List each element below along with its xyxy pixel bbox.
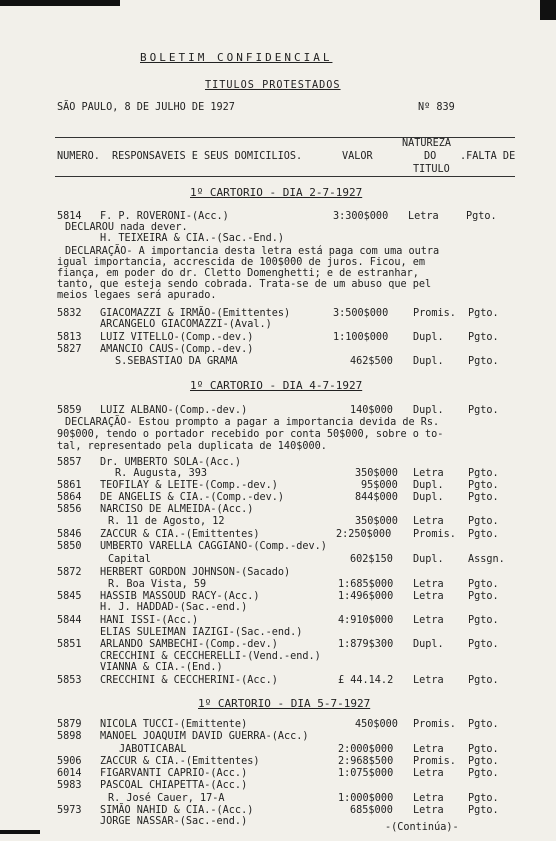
entry-type: Letra: [413, 468, 444, 479]
entry-type: Letra: [413, 768, 444, 779]
entry-type: Promis.: [413, 719, 456, 730]
entry-reason: Assgn.: [468, 554, 505, 565]
entry-value: 1:075$000: [338, 768, 394, 779]
declaration-text: tal, representado pela duplicata de 140$000.: [57, 441, 327, 452]
entry-value: 602$150: [350, 554, 393, 565]
entry-value: 140$000: [350, 405, 393, 416]
entry-type: Dupl.: [413, 639, 444, 650]
entry-value: 350$000: [355, 468, 398, 479]
entry-type: Letra: [413, 744, 444, 755]
entry-number: 5859: [57, 405, 82, 416]
entry-number: 5879: [57, 719, 82, 730]
entry-name: TEOFILAY & LEITE-(Comp.-dev.): [100, 480, 278, 491]
entry-name: UMBERTO VARELLA CAGGIANO-(Comp.-dev.): [100, 541, 327, 552]
entry-name: HASSIB MASSOUD RACY-(Acc.): [100, 591, 260, 602]
entry-value: 4:910$000: [338, 615, 394, 626]
entry-type: Dupl.: [413, 332, 444, 343]
entry-reason: Pgto.: [466, 211, 497, 222]
entry-name: AMANCIO CAUS-(Comp.-dev.): [100, 344, 254, 355]
entry-address: JABOTICABAL: [119, 744, 187, 755]
entry-reason: Pgto.: [468, 615, 499, 626]
entry-reason: Pgto.: [468, 744, 499, 755]
entry-note: ARCANGELO GIACOMAZZI-(Aval.): [100, 319, 272, 330]
entry-value: 1:685$000: [338, 579, 394, 590]
entry-value: 1:496$000: [338, 591, 394, 602]
entry-value: 450$000: [355, 719, 398, 730]
entry-type: Promis.: [413, 529, 456, 540]
entry-name: FIGARVANTI CAPRIO-(Acc.): [100, 768, 248, 779]
entry-note: ELIAS SULEIMAN IAZIGI-(Sac.-end.): [100, 627, 303, 638]
declaration-text: DECLARAÇÃO- Estou prompto a pagar a importancia devida de Rs.: [65, 417, 440, 428]
entry-address: R. Boa Vista, 59: [108, 579, 207, 590]
entry-number: 6014: [57, 768, 82, 779]
entry-value: 3:500$000: [333, 308, 389, 319]
col-falta: .FALTA DE: [460, 151, 516, 162]
entry-name: PASCOAL CHIAPETTA-(Acc.): [100, 780, 248, 791]
continuation-note: -(Continúa)-: [385, 822, 459, 833]
entry-reason: Pgto.: [468, 591, 499, 602]
entry-number: 5898: [57, 731, 82, 742]
entry-name: SIMÃO NAHID & CIA.-(Acc.): [100, 805, 254, 816]
entry-type: Dupl.: [413, 405, 444, 416]
declaration-text: DECLARAÇÃO- A importancia desta letra está paga com uma outra: [65, 246, 440, 257]
entry-name: Dr. UMBERTO SOLA-(Acc.): [100, 457, 242, 468]
section-heading: 1º CARTORIO - DIA 4-7-1927: [190, 379, 363, 392]
entry-value: 2:968$500: [338, 756, 394, 767]
entry-note: DECLAROU nada dever.: [65, 222, 188, 233]
entry-value: 1:000$000: [338, 793, 394, 804]
scan-edge-mark: [0, 830, 40, 834]
entry-value: 2:250$000: [336, 529, 392, 540]
entry-reason: Pgto.: [468, 356, 499, 367]
entry-type: Dupl.: [413, 492, 444, 503]
entry-number: 5851: [57, 639, 82, 650]
section-heading: 1º CARTORIO - DIA 5-7-1927: [198, 697, 371, 710]
entry-value: 95$000: [361, 480, 398, 491]
entry-note: H. TEIXEIRA & CIA.-(Sac.-End.): [100, 233, 285, 244]
entry-name: DE ANGELIS & CIA.-(Comp.-dev.): [100, 492, 285, 503]
bulletin-number: Nº 839: [418, 102, 455, 113]
entry-name: NICOLA TUCCI-(Emittente): [100, 719, 248, 730]
entry-number: 5846: [57, 529, 82, 540]
entry-number: 5861: [57, 480, 82, 491]
entry-number: 5844: [57, 615, 82, 626]
entry-name: LUIZ VITELLO-(Comp.-dev.): [100, 332, 254, 343]
entry-type: Dupl.: [413, 554, 444, 565]
document-subtitle: TITULOS PROTESTADOS: [205, 80, 341, 91]
col-natureza-3: TITULO: [413, 164, 450, 175]
scan-edge-mark: [0, 0, 120, 6]
entry-reason: Pgto.: [468, 308, 499, 319]
entry-type: Letra: [408, 211, 439, 222]
col-natureza-2: DO: [424, 151, 437, 162]
entry-value: 3:300$000: [333, 211, 389, 222]
entry-type: Letra: [413, 516, 444, 527]
entry-note: CRECCHINI & CECCHERELLI-(Vend.-end.): [100, 651, 321, 662]
entry-reason: Pgto.: [468, 529, 499, 540]
declaration-text: fiança, em poder do dr. Cletto Domenghetti; e de estranhar,: [57, 268, 426, 279]
entry-number: 5864: [57, 492, 82, 503]
entry-value: 685$000: [350, 805, 393, 816]
entry-type: Letra: [413, 675, 444, 686]
entry-type: Letra: [413, 805, 444, 816]
entry-type: Dupl.: [413, 480, 444, 491]
entry-number: 5983: [57, 780, 82, 791]
entry-name: ARLANDO SAMBECHI-(Comp.-dev.): [100, 639, 278, 650]
scan-edge-mark: [540, 0, 556, 20]
entry-number: 5850: [57, 541, 82, 552]
entry-name: F. P. ROVERONI-(Acc.): [100, 211, 229, 222]
declaration-text: tanto, que esteja sendo cobrada. Trata-se de um abuso que pel: [57, 279, 432, 290]
declaration-text: igual importancia, accrescida de 100$000 de juros. Ficou, em: [57, 257, 426, 268]
entry-number: 5906: [57, 756, 82, 767]
entry-name: NARCISO DE ALMEIDA-(Acc.): [100, 504, 254, 515]
col-responsaveis: RESPONSAVEIS E SEUS DOMICILIOS.: [112, 151, 303, 162]
entry-number: 5872: [57, 567, 82, 578]
entry-value: 2:000$000: [338, 744, 394, 755]
entry-type: Promis.: [413, 308, 456, 319]
entry-number: 5856: [57, 504, 82, 515]
entry-number: 5813: [57, 332, 82, 343]
entry-name: ZACCUR & CIA.-(Emittentes): [100, 529, 260, 540]
col-valor: VALOR: [342, 151, 373, 162]
entry-address: R. 11 de Agosto, 12: [108, 516, 225, 527]
entry-note: H. J. HADDAD-(Sac.-end.): [100, 602, 248, 613]
entry-number: 5845: [57, 591, 82, 602]
entry-reason: Pgto.: [468, 675, 499, 686]
entry-address: Capital: [108, 554, 151, 565]
entry-number: 5832: [57, 308, 82, 319]
entry-reason: Pgto.: [468, 480, 499, 491]
entry-number: 5827: [57, 344, 82, 355]
entry-name: CRECCHINI & CECCHERINI-(Acc.): [100, 675, 278, 686]
entry-number: 5857: [57, 457, 82, 468]
entry-address: R. José Cauer, 17-A: [108, 793, 225, 804]
entry-value: £ 44.14.2: [338, 675, 394, 686]
entry-value: 462$500: [350, 356, 393, 367]
entry-type: Letra: [413, 579, 444, 590]
entry-type: Promis.: [413, 756, 456, 767]
header-rule-bottom: [55, 176, 515, 177]
entry-name: MANOEL JOAQUIM DAVID GUERRA-(Acc.): [100, 731, 309, 742]
entry-name: HANI ISSI-(Acc.): [100, 615, 199, 626]
entry-reason: Pgto.: [468, 756, 499, 767]
entry-reason: Pgto.: [468, 768, 499, 779]
col-numero: NUMERO.: [57, 151, 100, 162]
entry-type: Letra: [413, 793, 444, 804]
entry-reason: Pgto.: [468, 332, 499, 343]
entry-value: 844$000: [355, 492, 398, 503]
city-date: SÃO PAULO, 8 DE JULHO DE 1927: [57, 102, 235, 113]
entry-reason: Pgto.: [468, 468, 499, 479]
entry-note: VIANNA & CIA.-(End.): [100, 662, 223, 673]
entry-reason: Pgto.: [468, 805, 499, 816]
entry-reason: Pgto.: [468, 405, 499, 416]
entry-name: LUIZ ALBANO-(Comp.-dev.): [100, 405, 248, 416]
entry-name: HERBERT GORDON JOHNSON-(Sacado): [100, 567, 291, 578]
entry-reason: Pgto.: [468, 516, 499, 527]
entry-number: 5973: [57, 805, 82, 816]
entry-reason: Pgto.: [468, 492, 499, 503]
col-natureza-1: NATUREZA: [402, 138, 452, 149]
entry-number: 5853: [57, 675, 82, 686]
entry-value: 350$000: [355, 516, 398, 527]
entry-address: S.SEBASTIAO DA GRAMA: [115, 356, 238, 367]
entry-reason: Pgto.: [468, 719, 499, 730]
entry-type: Letra: [413, 591, 444, 602]
entry-reason: Pgto.: [468, 793, 499, 804]
entry-name: GIACOMAZZI & IRMÃO-(Emittentes): [100, 308, 291, 319]
section-heading: 1º CARTORIO - DIA 2-7-1927: [190, 186, 363, 199]
entry-address: R. Augusta, 393: [115, 468, 208, 479]
declaration-text: 90$000, tendo o portador recebido por conta 50$000, sobre o to-: [57, 429, 444, 440]
declaration-text: meios legaes será apurado.: [57, 290, 217, 301]
entry-type: Dupl.: [413, 356, 444, 367]
entry-reason: Pgto.: [468, 579, 499, 590]
entry-value: 1:100$000: [333, 332, 389, 343]
entry-name: ZACCUR & CIA.-(Emittentes): [100, 756, 260, 767]
entry-value: 1:879$300: [338, 639, 394, 650]
entry-note: JORGE NASSAR-(Sac.-end.): [100, 816, 248, 827]
document-title: BOLETIM CONFIDENCIAL: [140, 51, 333, 64]
entry-type: Letra: [413, 615, 444, 626]
entry-number: 5814: [57, 211, 82, 222]
entry-reason: Pgto.: [468, 639, 499, 650]
